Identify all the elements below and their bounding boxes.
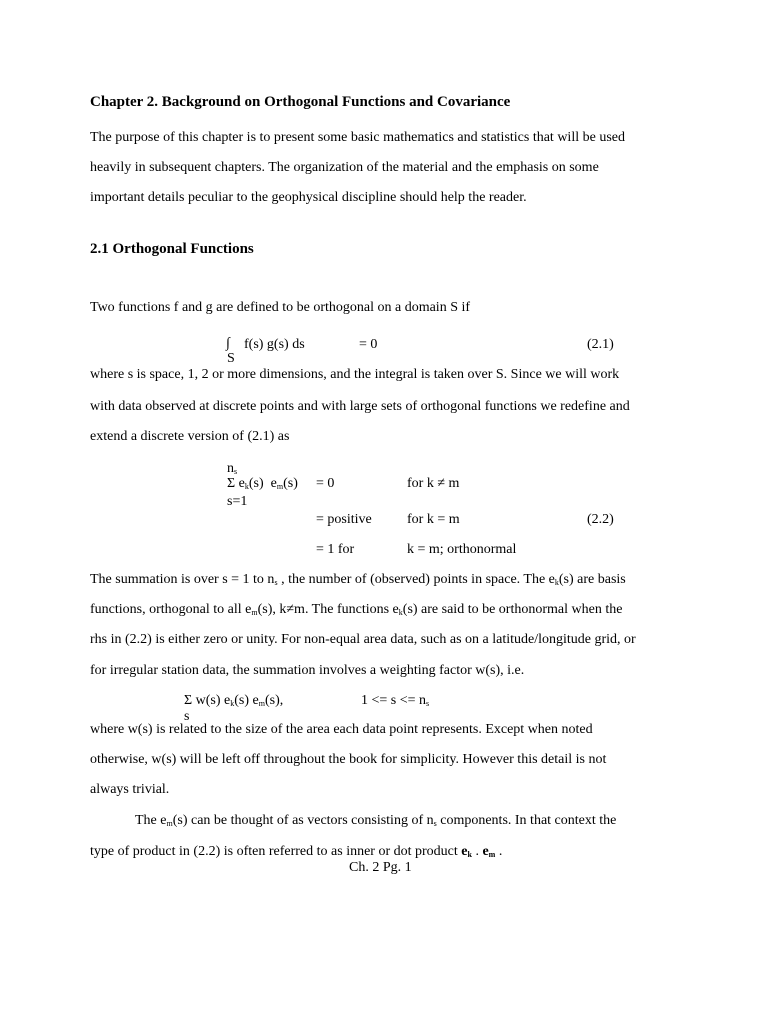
section-title: 2.1 Orthogonal Functions <box>90 241 254 257</box>
definition-text: Two functions f and g are defined to be orthogonal on a domain S if <box>90 300 471 315</box>
intro-line-2: heavily in subsequent chapters. The organization of the material and the emphasis on some <box>90 160 599 175</box>
weight-line-1: where w(s) is related to the size of the area each data point represents. Except when noted <box>90 722 593 737</box>
sum-lower-limit: s=1 <box>227 494 248 509</box>
eq22-row3-rhs: = 1 for <box>316 542 355 557</box>
summation-line-3: rhs in (2.2) is either zero or unity. For non-equal area data, such as on a latitude/longitude grid, or <box>90 632 636 647</box>
after-eq21-line-3: extend a discrete version of (2.1) as <box>90 429 290 444</box>
integral-sign: ∫ <box>226 336 230 351</box>
eq21-integrand: f(s) g(s) ds <box>244 337 305 352</box>
eq22-row3-condition: k = m; orthonormal <box>407 542 517 557</box>
weighted-sum-expression: Σ w(s) $e_k(s)$ $e_m(s)$, <box>184 693 284 708</box>
weighted-sum-range: $1 <= s <= n_s$ <box>361 693 430 708</box>
weighted-sum-lower: s <box>184 709 190 724</box>
summation-line-1: The summation is over s = 1 to $n_s$ , the number of (observed) points in space. The $e_k(s)$ are basis <box>90 572 626 587</box>
weight-line-2: otherwise, w(s) will be left off throughout the book for simplicity. However this detail is not <box>90 752 607 767</box>
summation-line-4: for irregular station data, the summation involves a weighting factor w(s), i.e. <box>90 663 525 678</box>
eq22-row2-rhs: = positive <box>316 512 372 527</box>
eq21-rhs: = 0 <box>359 337 378 352</box>
eq22-lhs: Σ $e_k(s)$ $e_m(s)$ <box>227 476 298 491</box>
eq21-number: (2.1) <box>587 337 614 352</box>
vector-line-1: The $e_m(s)$ can be thought of as vectors consisting of $n_s$ components. In that context the <box>135 813 617 828</box>
eq22-row2-condition: for k = m <box>407 512 460 527</box>
weight-line-3: always trivial. <box>90 782 170 797</box>
chapter-title: Chapter 2. Background on Orthogonal Functions and Covariance <box>90 94 511 110</box>
eq21-domain: S <box>227 351 235 366</box>
intro-line-1: The purpose of this chapter is to present some basic mathematics and statistics that will be used <box>90 130 625 145</box>
eq22-number: (2.2) <box>587 512 614 527</box>
vector-line-2: type of product in (2.2) is often referred to as inner or dot product $e_k$ . $e_m$ . <box>90 844 503 859</box>
after-eq21-line-2: with data observed at discrete points and with large sets of orthogonal functions we redefine and <box>90 399 630 414</box>
intro-line-3: important details peculiar to the geophysical discipline should help the reader. <box>90 190 527 205</box>
page-footer: Ch. 2 Pg. 1 <box>349 860 412 875</box>
after-eq21-line-1: where s is space, 1, 2 or more dimensions, and the integral is taken over S. Since we will work <box>90 367 620 382</box>
summation-line-2: functions, orthogonal to all $e_m(s)$, k≠m. The functions $e_k(s)$ are said to be orthonormal when the <box>90 602 623 617</box>
eq22-row1-rhs: = 0 <box>316 476 335 491</box>
sum-upper-limit: $n_s$ <box>227 461 238 476</box>
eq22-row1-condition: for k ≠ m <box>407 476 460 491</box>
